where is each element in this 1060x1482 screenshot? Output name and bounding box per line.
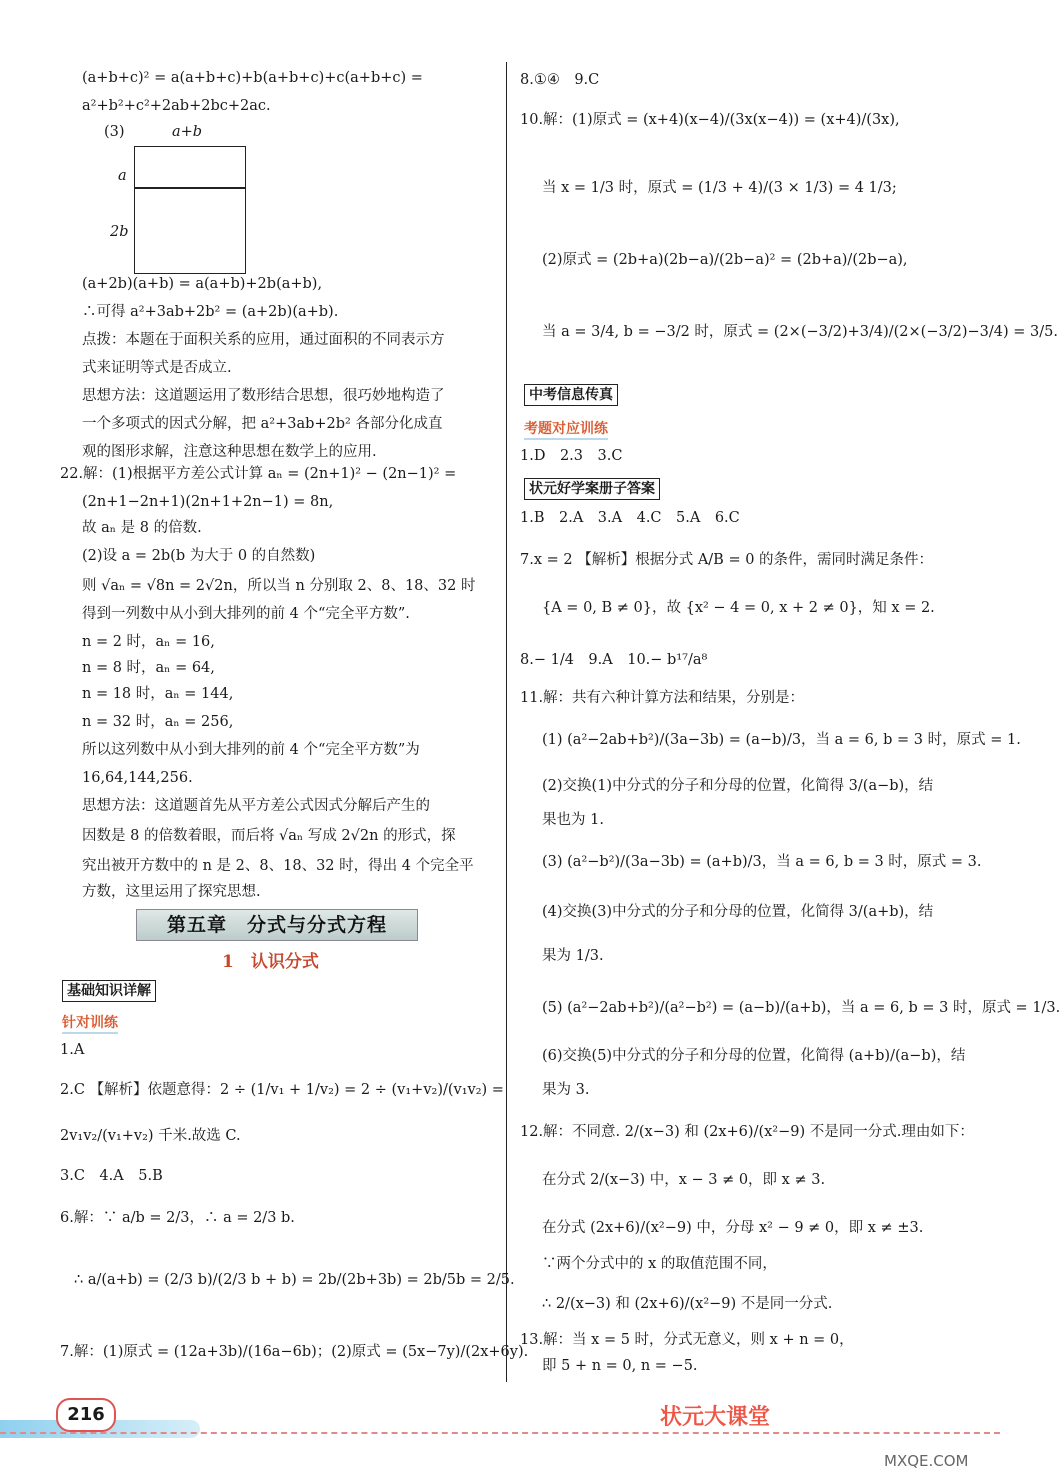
text-line: (2n+1−2n+1)(2n+1+2n−1) = 8n, bbox=[82, 494, 334, 510]
text-line: 果为 1/3. bbox=[542, 948, 604, 964]
text-line: 1.D 2.3 3.C bbox=[520, 448, 623, 464]
text-line: ∴ a/(a+b) = (2/3 b)/(2/3 b + b) = 2b/(2b+3b) = 2b/5b = 2/5. bbox=[74, 1272, 515, 1288]
text-line: (1) (a²−2ab+b²)/(3a−3b) = (a−b)/3，当 a = 6, b = 3 时，原式 = 1. bbox=[542, 732, 1021, 748]
text-line: 所以这列数中从小到大排列的前 4 个“完全平方数”为 bbox=[82, 742, 420, 758]
text-line: n = 18 时，aₙ = 144, bbox=[82, 686, 234, 702]
text-line: 7.x = 2 【解析】根据分式 A/B = 0 的条件，需同时满足条件： bbox=[520, 552, 934, 568]
text-line: 22.解：(1)根据平方差公式计算 aₙ = (2n+1)² − (2n−1)² = bbox=[60, 466, 457, 482]
column-divider bbox=[506, 62, 507, 1382]
text-line: 3.C 4.A 5.B bbox=[60, 1168, 163, 1184]
text-line: (3) bbox=[104, 124, 125, 140]
text-line: 式来证明等式是否成立. bbox=[82, 360, 232, 376]
text-line: (6)交换(5)中分式的分子和分母的位置，化简得 (a+b)/(a−b)，结 bbox=[542, 1048, 966, 1064]
text-line: 16,64,144,256. bbox=[82, 770, 193, 786]
text-line: 当 a = 3/4, b = −3/2 时，原式 = (2×(−3/2)+3/4)/(2×(−3/2)−3/4) = 3/5. bbox=[542, 324, 1058, 340]
diagram-rect-2b bbox=[134, 188, 246, 274]
text-line: 果也为 1. bbox=[542, 812, 604, 828]
text-line: 7.解：(1)原式 = (12a+3b)/(16a−6b)；(2)原式 = (5x−7y)/(2x+6y). bbox=[60, 1344, 529, 1360]
diagram-label-a: a bbox=[118, 168, 127, 184]
text-line: n = 8 时，aₙ = 64, bbox=[82, 660, 215, 676]
text-line: n = 2 时，aₙ = 16, bbox=[82, 634, 215, 650]
diagram-label-2b: 2b bbox=[110, 224, 129, 240]
text-line: 方数，这里运用了探究思想. bbox=[82, 884, 261, 900]
text-line: 故 aₙ 是 8 的倍数. bbox=[82, 520, 202, 536]
text-line: 6.解：∵ a/b = 2/3，∴ a = 2/3 b. bbox=[60, 1210, 295, 1226]
footer-dashed-line bbox=[0, 1432, 1000, 1434]
text-line: (3) (a²−b²)/(3a−3b) = (a+b)/3，当 a = 6, b = 3 时，原式 = 3. bbox=[542, 854, 982, 870]
text-line: 1.B 2.A 3.A 4.C 5.A 6.C bbox=[520, 510, 740, 526]
text-line: 8.− 1/4 9.A 10.− b¹⁷/a⁸ bbox=[520, 652, 708, 668]
text-line: 12.解：不同意. 2/(x−3) 和 (2x+6)/(x²−9) 不是同一分式.理由如下： bbox=[520, 1124, 974, 1140]
text-line: 2.C 【解析】依题意得：2 ÷ (1/v₁ + 1/v₂) = 2 ÷ (v₁+v₂)/(v₁v₂) = bbox=[60, 1082, 504, 1098]
text-line: 则 √aₙ = √8n = 2√2n，所以当 n 分别取 2、8、18、32 时 bbox=[82, 578, 476, 594]
text-line: n = 32 时，aₙ = 256, bbox=[82, 714, 234, 730]
section-title: 1 认识分式 bbox=[222, 952, 319, 972]
text-line: 果为 3. bbox=[542, 1082, 590, 1098]
text-line: 当 x = 1/3 时，原式 = (1/3 + 4)/(3 × 1/3) = 4 1/3; bbox=[542, 180, 897, 196]
text-line: ∵两个分式中的 x 的取值范围不同， bbox=[542, 1256, 777, 1272]
diagram-rect-a bbox=[134, 146, 246, 188]
text-line: 即 5 + n = 0, n = −5. bbox=[542, 1358, 698, 1374]
text-line: ∴可得 a²+3ab+2b² = (a+2b)(a+b). bbox=[82, 304, 339, 320]
text-line: 思想方法：这道题首先从平方差公式因式分解后产生的 bbox=[82, 798, 430, 814]
text-line: (4)交换(3)中分式的分子和分母的位置，化简得 3/(a+b)，结 bbox=[542, 904, 934, 920]
chapter-title: 第五章 分式与分式方程 bbox=[136, 909, 418, 941]
text-line: 因数是 8 的倍数着眼，而后将 √aₙ 写成 2√2n 的形式，探 bbox=[82, 828, 456, 844]
box-label-exam-info: 中考信息传真 bbox=[524, 384, 618, 406]
text-line: {A = 0, B ≠ 0}，故 {x² − 4 = 0, x + 2 ≠ 0}，知 x = 2. bbox=[542, 600, 935, 616]
box-label-basics: 基础知识详解 bbox=[62, 980, 156, 1002]
text-line: a²+b²+c²+2ab+2bc+2ac. bbox=[82, 98, 271, 114]
text-line: (2)设 a = 2b(b 为大于 0 的自然数) bbox=[82, 548, 316, 564]
text-line: 观的图形求解，注意这种思想在数学上的应用. bbox=[82, 444, 377, 460]
text-line: 得到一列数中从小到大排列的前 4 个“完全平方数”. bbox=[82, 606, 410, 622]
text-line: 1.A bbox=[60, 1042, 85, 1058]
text-line: 2v₁v₂/(v₁+v₂) 千米.故选 C. bbox=[60, 1128, 241, 1144]
red-label-practice: 针对训练 bbox=[62, 1012, 118, 1034]
text-line: (5) (a²−2ab+b²)/(a²−b²) = (a−b)/(a+b)，当 a = 6, b = 3 时，原式 = 1/3. bbox=[542, 1000, 1060, 1016]
text-line: 13.解：当 x = 5 时，分式无意义，则 x + n = 0， bbox=[520, 1332, 854, 1348]
watermark: MXQE.COM bbox=[884, 1452, 969, 1470]
text-line: 在分式 2/(x−3) 中，x − 3 ≠ 0，即 x ≠ 3. bbox=[542, 1172, 826, 1188]
red-label-exam-practice: 考题对应训练 bbox=[524, 418, 608, 440]
text-line: 在分式 (2x+6)/(x²−9) 中，分母 x² − 9 ≠ 0，即 x ≠ ±3. bbox=[542, 1220, 924, 1236]
text-line: (2)原式 = (2b+a)(2b−a)/(2b−a)² = (2b+a)/(2b−a), bbox=[542, 252, 908, 268]
text-line: (2)交换(1)中分式的分子和分母的位置，化简得 3/(a−b)，结 bbox=[542, 778, 934, 794]
text-line: ∴ 2/(x−3) 和 (2x+6)/(x²−9) 不是同一分式. bbox=[542, 1296, 833, 1312]
text-line: (a+b+c)² = a(a+b+c)+b(a+b+c)+c(a+b+c) = bbox=[82, 70, 423, 86]
text-line: 8.①④ 9.C bbox=[520, 72, 600, 88]
box-label-workbook: 状元好学案册子答案 bbox=[524, 478, 660, 500]
text-line: 10.解：(1)原式 = (x+4)(x−4)/(3x(x−4)) = (x+4)/(3x), bbox=[520, 112, 900, 128]
text-line: 11.解：共有六种计算方法和结果，分别是： bbox=[520, 690, 805, 706]
page-number: 216 bbox=[56, 1398, 116, 1432]
diagram-label-top: a+b bbox=[172, 124, 203, 140]
text-line: 点拨：本题在于面积关系的应用，通过面积的不同表示方 bbox=[82, 332, 445, 348]
text-line: 思想方法：这道题运用了数形结合思想，很巧妙地构造了 bbox=[82, 388, 445, 404]
text-line: (a+2b)(a+b) = a(a+b)+2b(a+b), bbox=[82, 276, 323, 292]
brand-logo: 状元大课堂 bbox=[660, 1405, 771, 1430]
text-line: 究出被开方数中的 n 是 2、8、18、32 时，得出 4 个完全平 bbox=[82, 858, 474, 874]
text-line: 一个多项式的因式分解，把 a²+3ab+2b² 各部分化成直 bbox=[82, 416, 443, 432]
